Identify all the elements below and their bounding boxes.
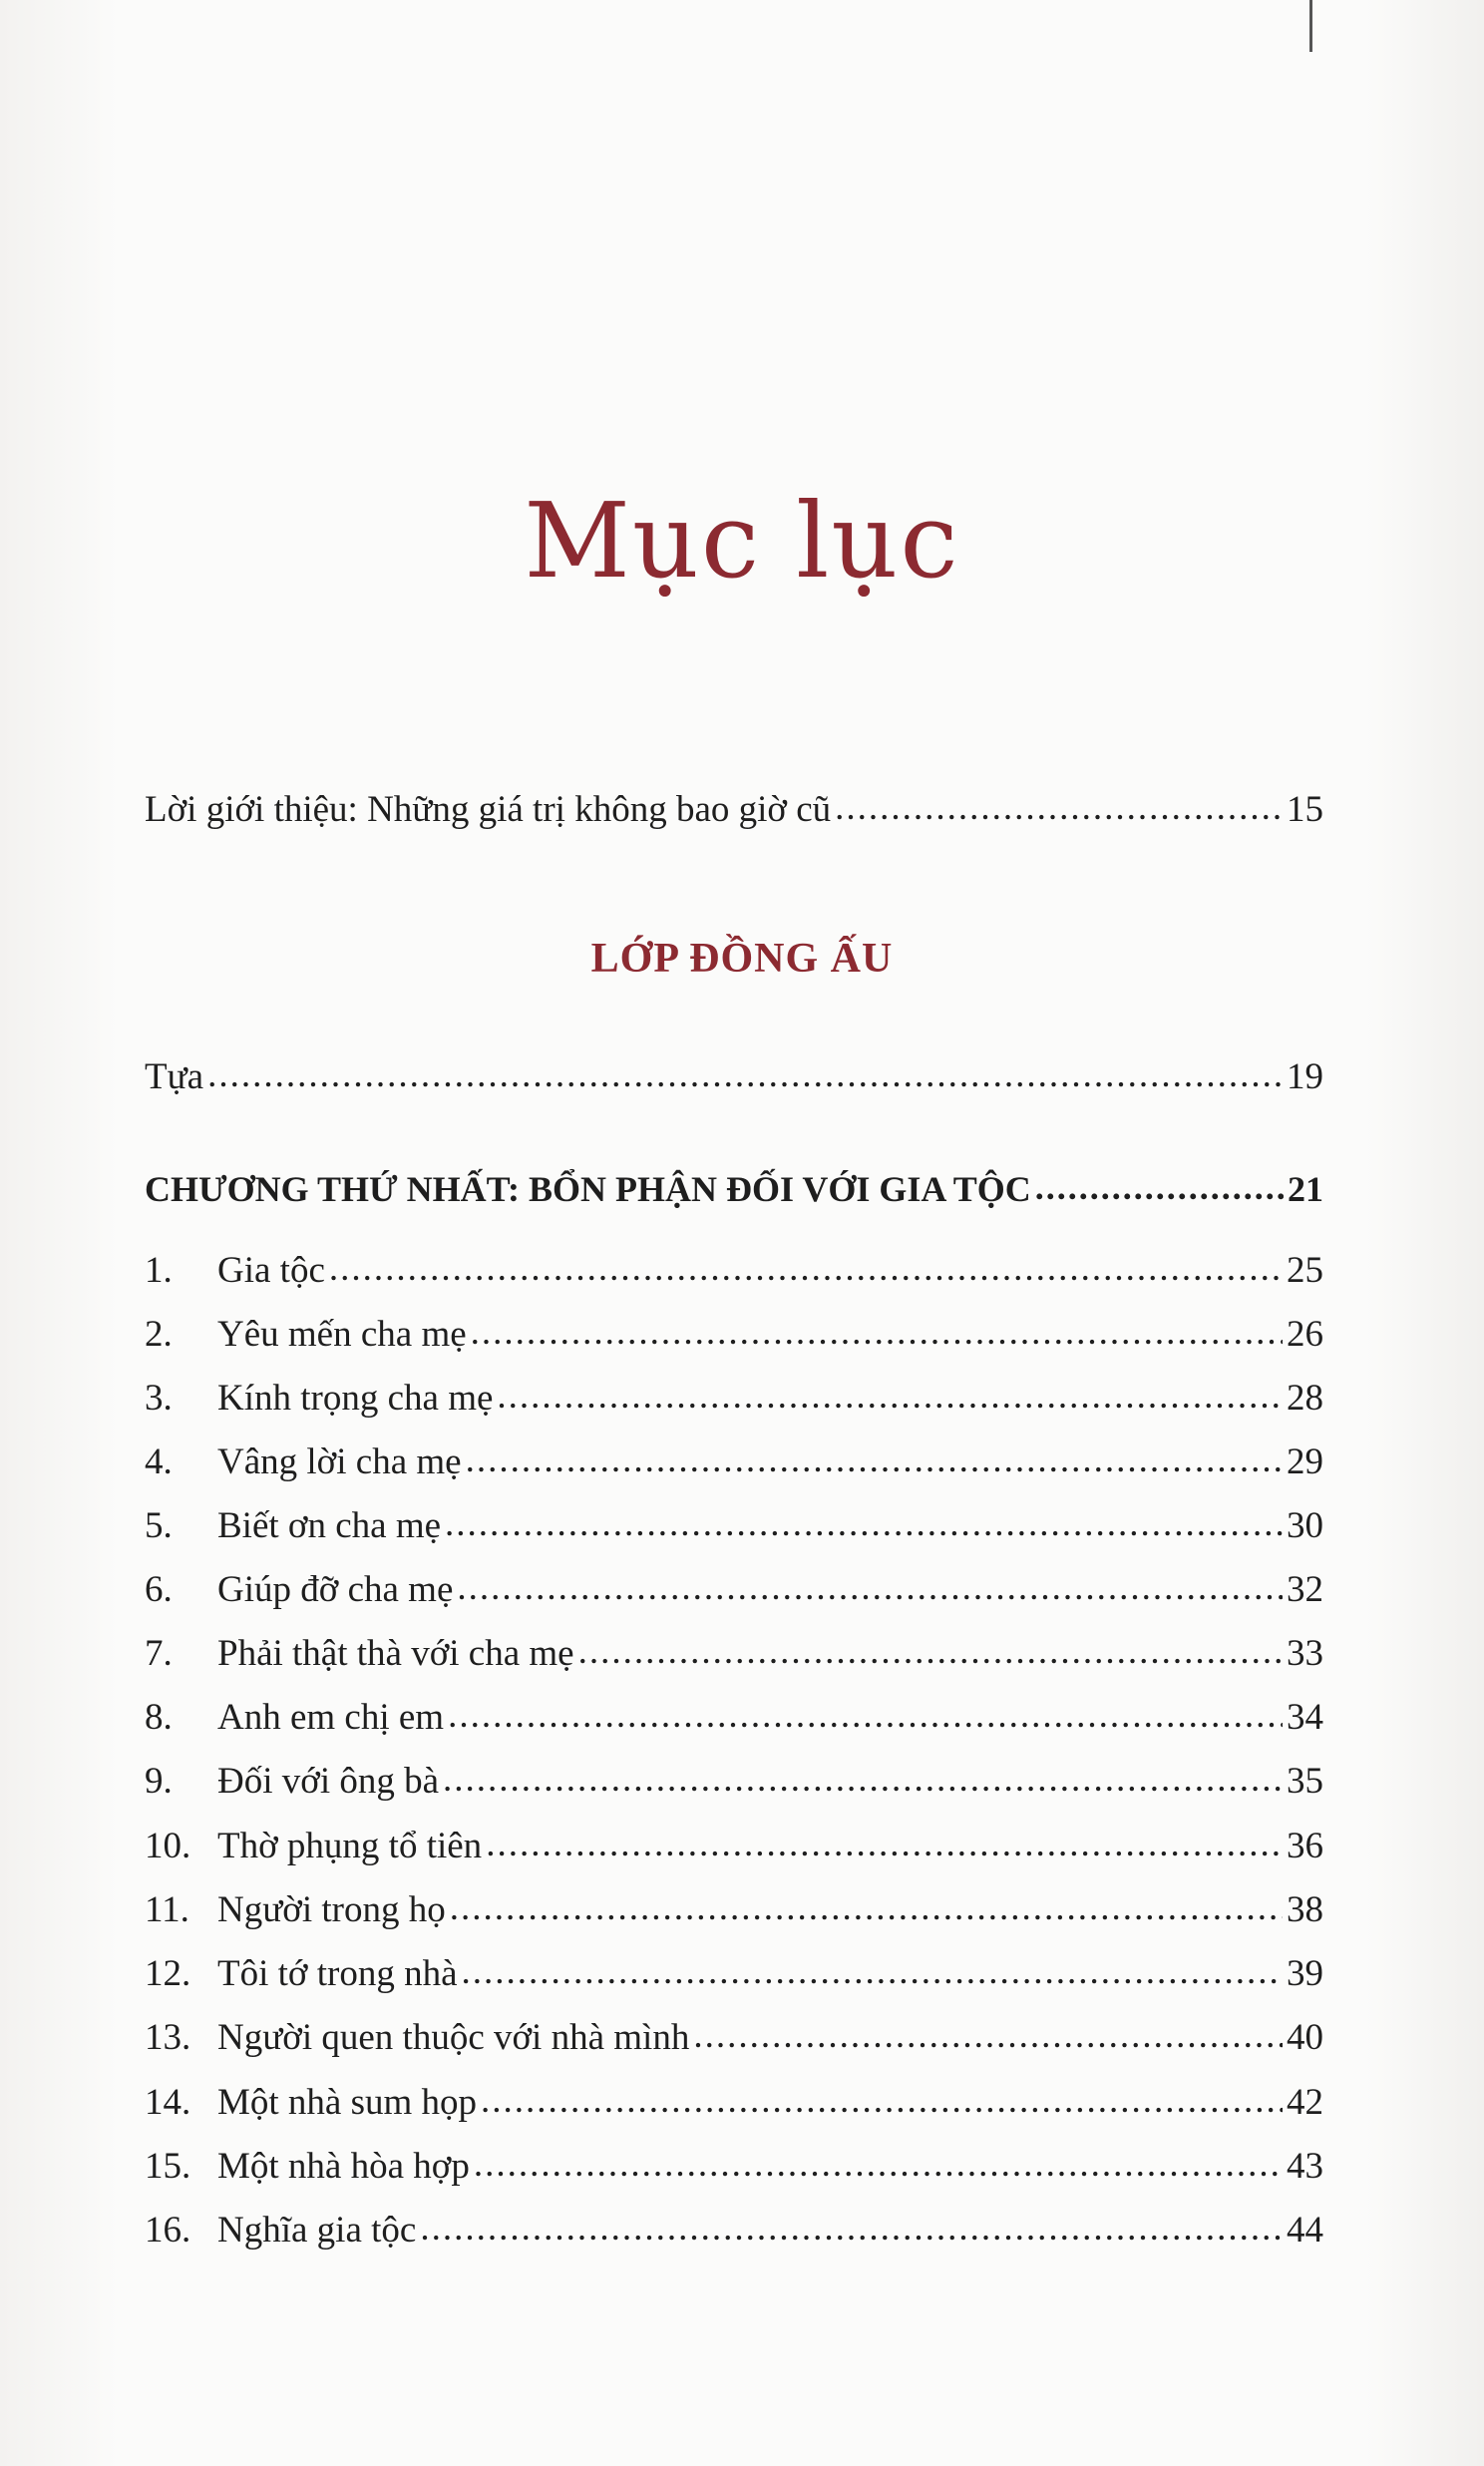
entry-page: 15 xyxy=(1287,789,1323,830)
entry-number: 2. xyxy=(145,1314,173,1355)
entry-number: 16. xyxy=(145,2210,191,2251)
entry-page: 40 xyxy=(1287,2017,1323,2058)
toc-entry xyxy=(145,1301,1323,1353)
entry-number: 6. xyxy=(145,1569,173,1610)
page-title: Mục lục xyxy=(524,480,960,602)
section-heading: LỚP ĐỒNG ẤU xyxy=(590,936,894,982)
toc-entry xyxy=(145,1556,1323,1608)
entry-number: 14. xyxy=(145,2082,191,2123)
dot-leader xyxy=(448,1697,1283,1734)
toc-entry xyxy=(145,1684,1323,1736)
entry-number: 9. xyxy=(145,1761,173,1802)
entry-label: Anh em chị em xyxy=(217,1697,445,1738)
entry-number: 5. xyxy=(145,1505,173,1546)
toc-entry xyxy=(145,2133,1323,2185)
page-edge-mark xyxy=(1309,0,1312,52)
toc-entry xyxy=(145,1876,1323,1928)
entry-page: 36 xyxy=(1287,1826,1323,1866)
dot-leader xyxy=(462,1953,1284,1990)
entry-page: 43 xyxy=(1287,2146,1323,2187)
dot-leader xyxy=(466,1441,1283,1478)
toc-entry xyxy=(145,1429,1323,1480)
entry-number: 15. xyxy=(145,2146,191,2187)
dot-leader xyxy=(443,1761,1283,1798)
entry-number: 3. xyxy=(145,1378,173,1419)
dot-leader xyxy=(420,2210,1283,2247)
toc-entry xyxy=(145,2004,1323,2056)
toc-entry xyxy=(145,2197,1323,2249)
dot-leader xyxy=(693,2017,1283,2054)
entry-label: Nghĩa gia tộc xyxy=(217,2210,417,2251)
dot-leader xyxy=(497,1378,1283,1415)
toc-chapter-heading xyxy=(145,1155,1323,1207)
entry-number: 13. xyxy=(145,2017,191,2058)
chapter-page: 21 xyxy=(1288,1169,1323,1209)
toc-entry xyxy=(145,1940,1323,1992)
entry-label: Người trong họ xyxy=(217,1889,446,1930)
entry-number: 10. xyxy=(145,1826,191,1866)
toc-entry xyxy=(145,2069,1323,2121)
entry-page: 39 xyxy=(1287,1953,1323,1994)
entry-label: Một nhà sum họp xyxy=(217,2082,478,2123)
dot-leader xyxy=(481,2082,1283,2119)
entry-page: 30 xyxy=(1287,1505,1323,1546)
entry-number: 12. xyxy=(145,1953,191,1994)
entry-page: 26 xyxy=(1287,1314,1323,1355)
dot-leader xyxy=(474,2146,1283,2183)
dot-leader xyxy=(329,1250,1283,1287)
dot-leader xyxy=(1035,1169,1284,1205)
dot-leader xyxy=(471,1314,1283,1351)
entry-page: 38 xyxy=(1287,1889,1323,1930)
entry-page: 35 xyxy=(1287,1761,1323,1802)
entry-page: 25 xyxy=(1287,1250,1323,1291)
toc-entry-preface xyxy=(145,1043,1323,1095)
dot-leader xyxy=(445,1505,1283,1542)
dot-leader xyxy=(578,1633,1283,1670)
dot-leader xyxy=(835,789,1283,826)
entry-page: 33 xyxy=(1287,1633,1323,1674)
entry-page: 29 xyxy=(1287,1441,1323,1482)
entry-number: 7. xyxy=(145,1633,173,1674)
entry-label: Lời giới thiệu: Những giá trị không bao giờ cũ xyxy=(145,789,832,830)
toc-entry xyxy=(145,1365,1323,1417)
entry-page: 28 xyxy=(1287,1378,1323,1419)
entry-label: Tôi tớ trong nhà xyxy=(217,1953,458,1994)
entry-page: 32 xyxy=(1287,1569,1323,1610)
toc-entry xyxy=(145,1492,1323,1544)
entry-page: 44 xyxy=(1287,2210,1323,2251)
entry-label: Đối với ông bà xyxy=(217,1761,440,1802)
chapter-label: CHƯƠNG THỨ NHẤT: BỔN PHẬN ĐỐI VỚI GIA TỘC xyxy=(145,1169,1031,1209)
entry-label: Giúp đỡ cha mẹ xyxy=(217,1569,454,1610)
entry-label: Tựa xyxy=(145,1056,204,1097)
entry-label: Phải thật thà với cha mẹ xyxy=(217,1633,574,1674)
dot-leader xyxy=(457,1569,1283,1606)
entry-label: Vâng lời cha mẹ xyxy=(217,1441,462,1482)
entry-number: 4. xyxy=(145,1441,173,1482)
entry-label: Người quen thuộc với nhà mình xyxy=(217,2017,690,2058)
dot-leader xyxy=(486,1826,1283,1862)
entry-label: Yêu mến cha mẹ xyxy=(217,1314,467,1355)
entry-page: 19 xyxy=(1287,1056,1323,1097)
entry-label: Một nhà hòa hợp xyxy=(217,2146,470,2187)
entry-label: Biết ơn cha mẹ xyxy=(217,1505,442,1546)
entry-number: 8. xyxy=(145,1697,173,1738)
toc-entry-intro xyxy=(145,776,1323,828)
toc-entry xyxy=(145,1813,1323,1864)
dot-leader xyxy=(450,1889,1283,1926)
entry-label: Kính trọng cha mẹ xyxy=(217,1378,494,1419)
dot-leader xyxy=(207,1056,1283,1093)
entry-page: 42 xyxy=(1287,2082,1323,2123)
entry-label: Gia tộc xyxy=(217,1250,325,1291)
entry-number: 11. xyxy=(145,1889,189,1930)
entry-label: Thờ phụng tổ tiên xyxy=(217,1826,483,1866)
entry-page: 34 xyxy=(1287,1697,1323,1738)
toc-entry xyxy=(145,1748,1323,1800)
toc-entry xyxy=(145,1237,1323,1289)
entry-number: 1. xyxy=(145,1250,173,1291)
toc-entry xyxy=(145,1620,1323,1672)
